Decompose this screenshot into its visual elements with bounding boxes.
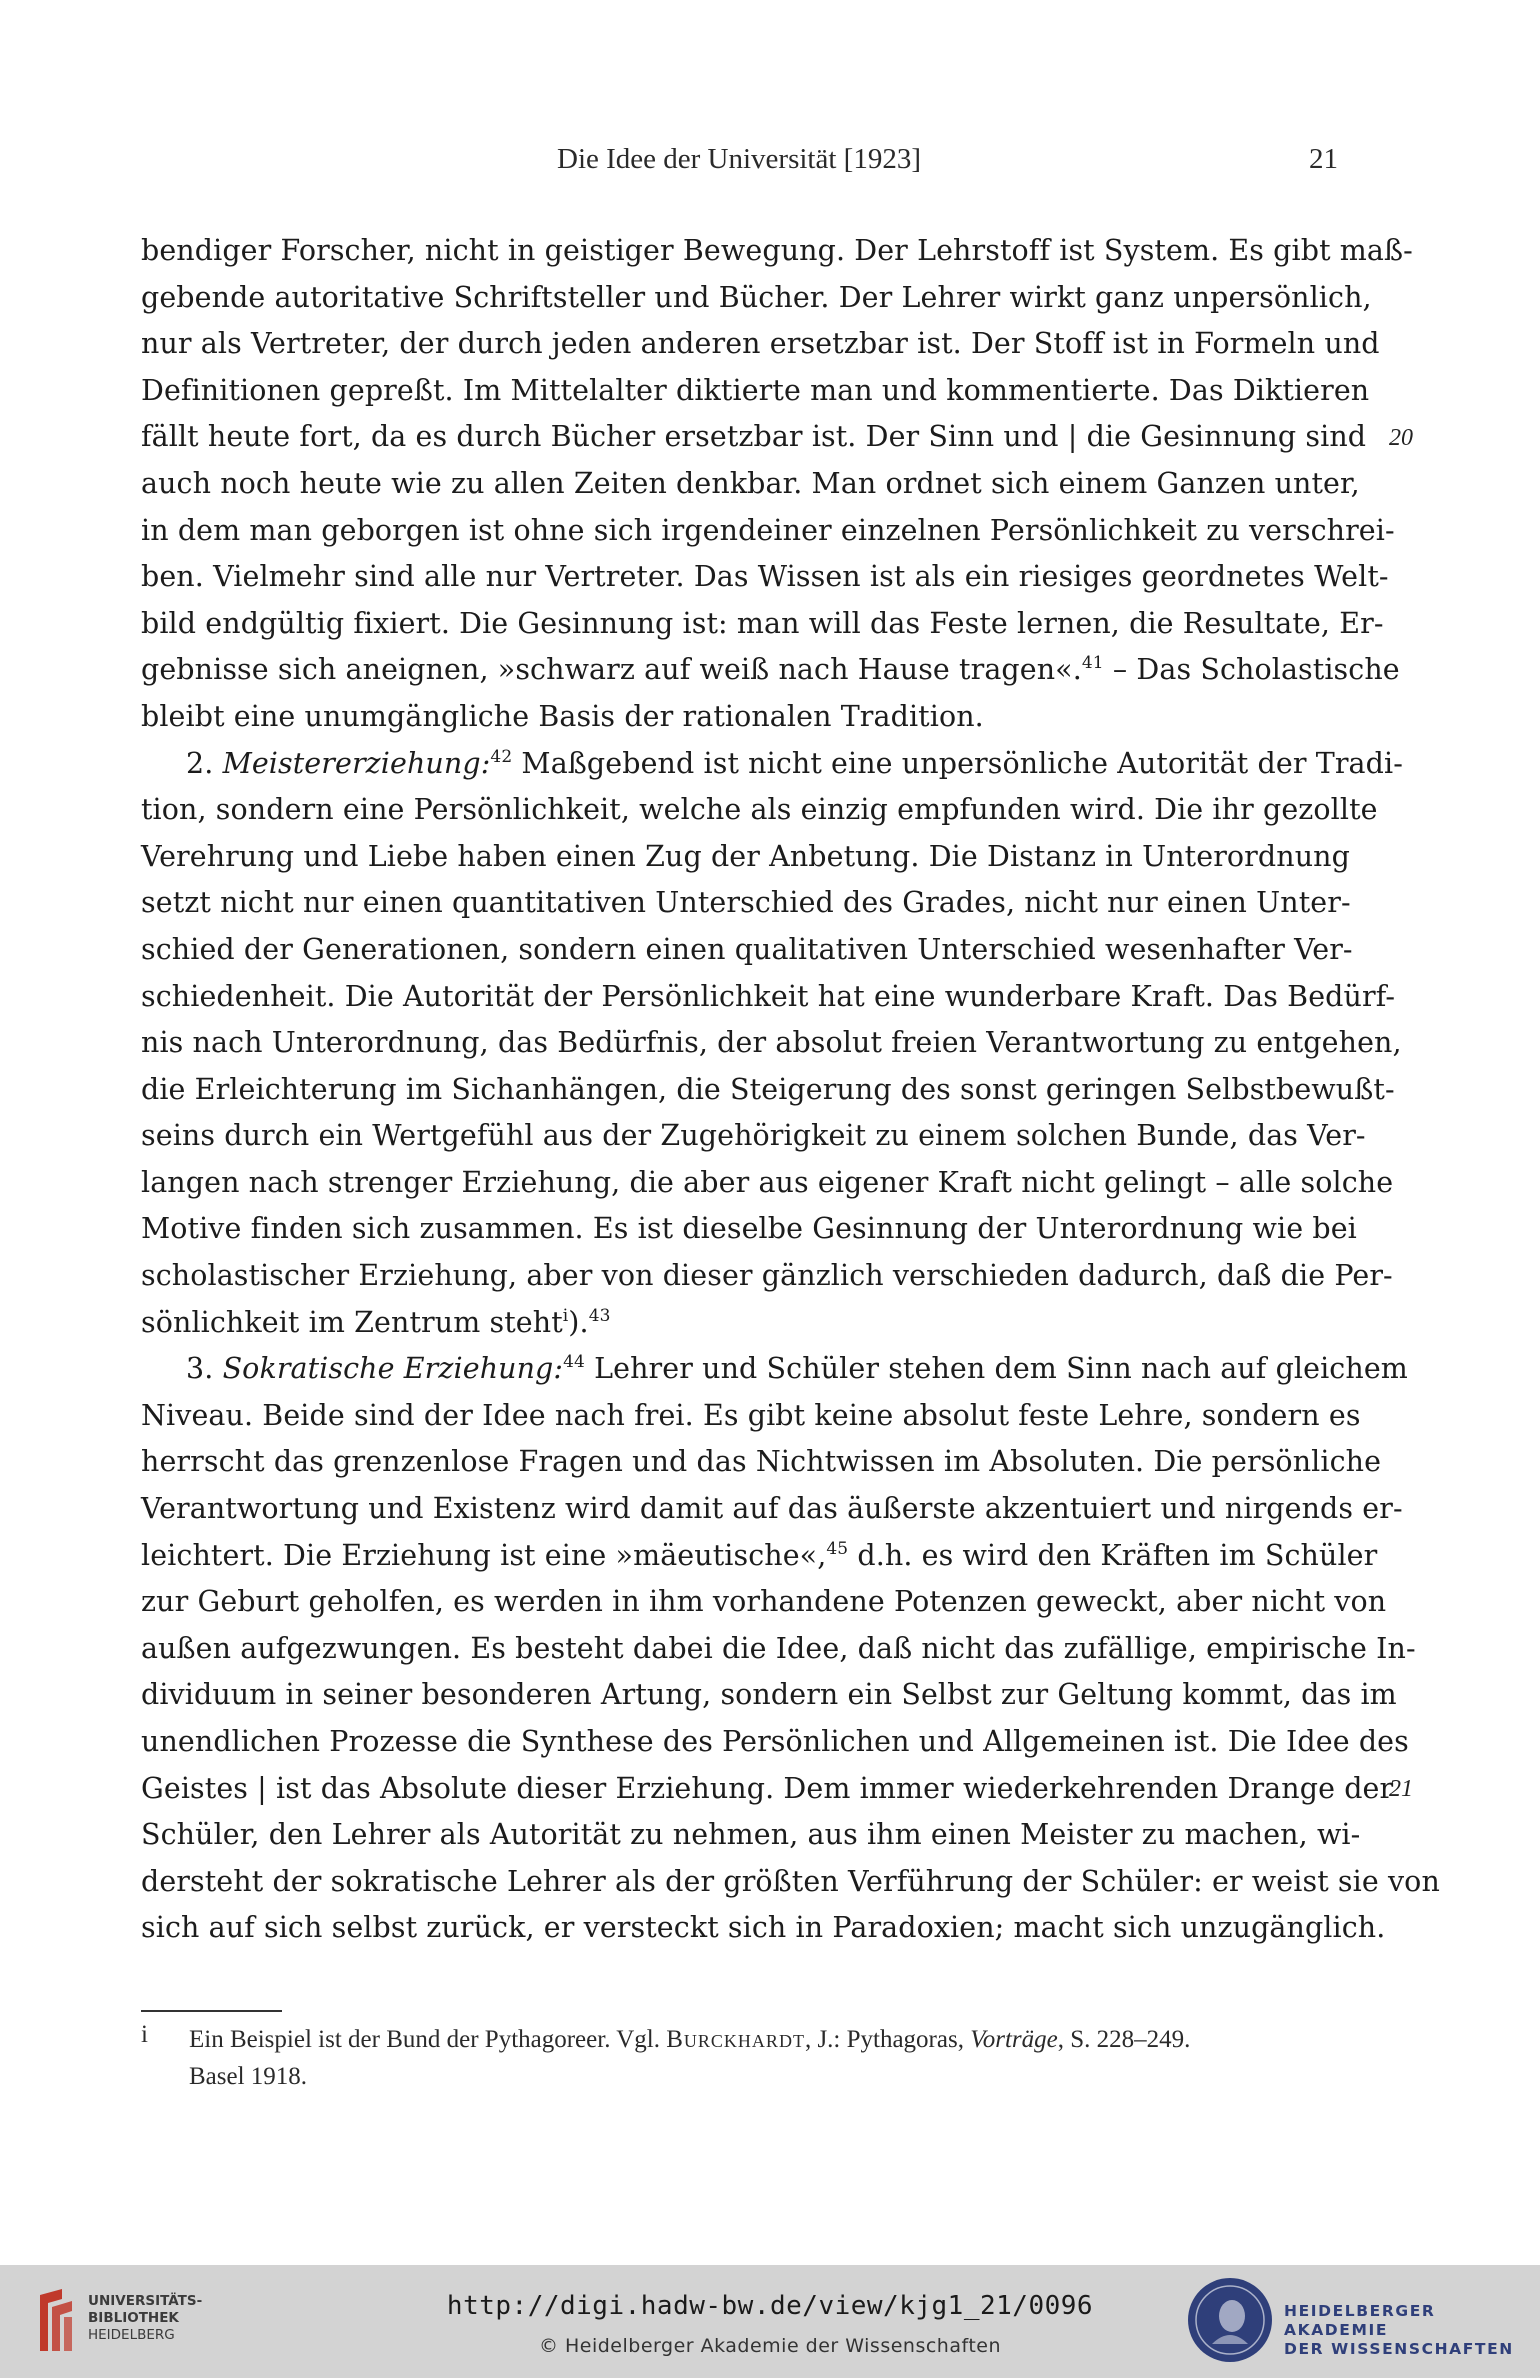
section-heading: Sokratische Erziehung: [222,1352,564,1386]
footnote [141,2021,1337,2095]
text-line: Verantwortung und Existenz wird damit auf das äußerste akzentuiert und nirgends er- [141,1492,1403,1526]
footnote-rule [141,2010,282,2012]
text-line: außen aufgezwungen. Es besteht dabei die Idee, daß nicht das zufällige, empirische In- [141,1631,1416,1665]
text-line: nis nach Unterordnung, das Bedürfnis, der absolut freien Verantwortung zu entgehen, [141,1026,1402,1060]
author-name: Burckhardt [666,2026,805,2053]
text-span: ). [568,1305,589,1339]
margin-page-number: 21 [1389,1776,1413,1802]
text-span: sönlichkeit im Zentrum steht [141,1305,563,1339]
footnote-line: Basel 1918. [189,2063,308,2090]
library-name-line: UNIVERSITÄTS- [88,2293,203,2309]
text-line: bild endgültig fixiert. Die Gesinnung ist: man will das Feste lernen, die Resultate, Er- [141,606,1384,640]
text-span: Lehrer und Schüler stehen dem Sinn nach auf gleichem [584,1352,1408,1386]
text-line: dividuum in seiner besonderen Artung, sondern ein Selbst zur Geltung kommt, das im [141,1678,1397,1712]
footnote-ref[interactable]: i [562,1305,569,1326]
text-span: – Das Scholastische [1103,653,1400,687]
document-url[interactable]: http://digi.hadw-bw.de/view/kjg1_21/0096 [446,2291,1094,2321]
text-span: d.h. es wird den Kräften im Schüler [848,1538,1378,1572]
footnote-line [189,2021,1337,2058]
page-number: 21 [1309,143,1338,175]
text-line: ben. Vielmehr sind alle nur Vertreter. Das Wissen ist als ein riesiges geordnetes Welt- [141,560,1389,594]
text-line: bendiger Forscher, nicht in geistiger Bewegung. Der Lehrstoff ist System. Es gibt maß- [141,234,1413,267]
section-number: 2. [186,746,223,780]
text-line: Motive finden sich zusammen. Es ist dieselbe Gesinnung der Unterordnung wie bei [141,1212,1357,1246]
text-span: Ein Beispiel ist der Bund der Pythagoreer. Vgl. [189,2026,667,2053]
academy-name-line: HEIDELBERGER AKADEMIE [1284,2302,1436,2339]
text-line: gebende autoritative Schriftsteller und Bücher. Der Lehrer wirkt ganz unpersönlich, [141,280,1372,314]
section-heading: Meistererziehung: [222,746,491,780]
copyright-notice: © Heidelberger Akademie der Wissenschaften [538,2335,1002,2357]
library-name-line: BIBLIOTHEK [88,2310,179,2326]
academy-seal-icon [1188,2278,1272,2362]
text-span: Maßgebend ist nicht eine unpersönliche Autorität der Tradi- [512,746,1403,780]
footnote-ref[interactable]: 42 [490,746,513,767]
text-line: zur Geburt geholfen, es werden in ihm vorhandene Potenzen geweckt, aber nicht von [141,1585,1387,1619]
footnote-ref[interactable]: 44 [563,1352,585,1373]
margin-page-number: 20 [1389,425,1413,451]
paragraph-meistererziehung-start [141,741,1403,788]
text-line: schied der Generationen, sondern einen qualitativen Unterschied wesenhafter Ver- [141,932,1353,966]
section-number: 3. [186,1352,223,1386]
library-name-line: HEIDELBERG [88,2327,175,2343]
work-title: Vorträge [970,2026,1058,2053]
text-span: , J.: Pythagoras, [804,2026,971,2053]
paragraph-sokratische-start [141,1346,1408,1393]
text-line: Niveau. Beide sind der Idee nach frei. Es gibt keine absolut feste Lehre, sondern es [141,1398,1361,1432]
text-line: unendlichen Prozesse die Synthese des Persönlichen und Allgemeinen ist. Die Idee des [141,1725,1409,1758]
footnote-ref[interactable]: 41 [1081,653,1104,674]
text-line: Schüler, den Lehrer als Autorität zu nehmen, aus ihm einen Meister zu machen, wi- [141,1818,1361,1852]
text-line: Geistes | ist das Absolute dieser Erziehung. Dem immer wiederkehrenden Drange der [141,1771,1394,1805]
text-span: gebnisse sich aneignen, »schwarz auf weiß nach Hause tragen«. [141,653,1082,687]
academy-name-line: DER WISSENSCHAFTEN [1284,2340,1514,2358]
text-line [141,1533,1378,1580]
running-title: Die Idee der Universität [1923] [557,143,921,175]
text-line: dersteht der sokratische Lehrer als der größten Verführung der Schüler: er weist sie von [141,1864,1440,1898]
text-line: setzt nicht nur einen quantitativen Unterschied des Grades, nicht nur einen Unter- [141,886,1351,920]
text-line: auch noch heute wie zu allen Zeiten denkbar. Man ordnet sich einem Ganzen unter, [141,466,1360,500]
text-line: schiedenheit. Die Autorität der Persönlichkeit hat eine wunderbare Kraft. Das Bedürf- [141,979,1396,1013]
text-line: die Erleichterung im Sichanhängen, die Steigerung des sonst geringen Selbstbewußt- [141,1072,1395,1106]
text-line: tion, sondern eine Persönlichkeit, welche als einzig empfunden wird. Die ihr gezollte [141,793,1378,827]
text-line: sich auf sich selbst zurück, er versteckt sich in Paradoxien; macht sich unzugänglich. [141,1911,1386,1945]
academy-name [1284,2302,1540,2359]
text-line: nur als Vertreter, der durch jeden anderen ersetzbar ist. Der Stoff ist in Formeln und [141,327,1380,361]
text-line [141,1300,1337,1347]
text-line [141,647,1400,694]
text-span: leichtert. Die Erziehung ist eine »mäeutische«, [141,1538,827,1572]
text-line: langen nach strenger Erziehung, die aber aus eigener Kraft nicht gelingt – alle solche [141,1165,1394,1199]
footnote-mark: i [141,2021,148,2048]
text-line: Definitionen gepreßt. Im Mittelalter diktierte man und kommentierte. Das Diktieren [141,373,1370,407]
footnote-ref[interactable]: 43 [588,1305,611,1326]
footer-bar [0,2265,1540,2378]
footnote-text [189,2021,1337,2095]
text-line: in dem man geborgen ist ohne sich irgendeiner einzelnen Persönlichkeit zu verschrei- [141,513,1395,547]
footnote-ref[interactable]: 45 [826,1538,849,1559]
text-line: bleibt eine unumgängliche Basis der rationalen Tradition. [141,699,984,733]
text-line: seins durch ein Wertgefühl aus der Zugehörigkeit zu einem solchen Bunde, das Ver- [141,1119,1366,1153]
text-line: Verehrung und Liebe haben einen Zug der Anbetung. Die Distanz in Unterordnung [141,839,1350,873]
text-line: fällt heute fort, da es durch Bücher ersetzbar ist. Der Sinn und | die Gesinnung sind [141,420,1367,454]
text-line: herrscht das grenzenlose Fragen und das Nichtwissen im Absoluten. Die persönliche [141,1445,1382,1479]
text-span: , S. 228–249. [1057,2026,1191,2053]
text-line: scholastischer Erziehung, aber von dieser gänzlich verschieden dadurch, daß die Per- [141,1259,1393,1293]
